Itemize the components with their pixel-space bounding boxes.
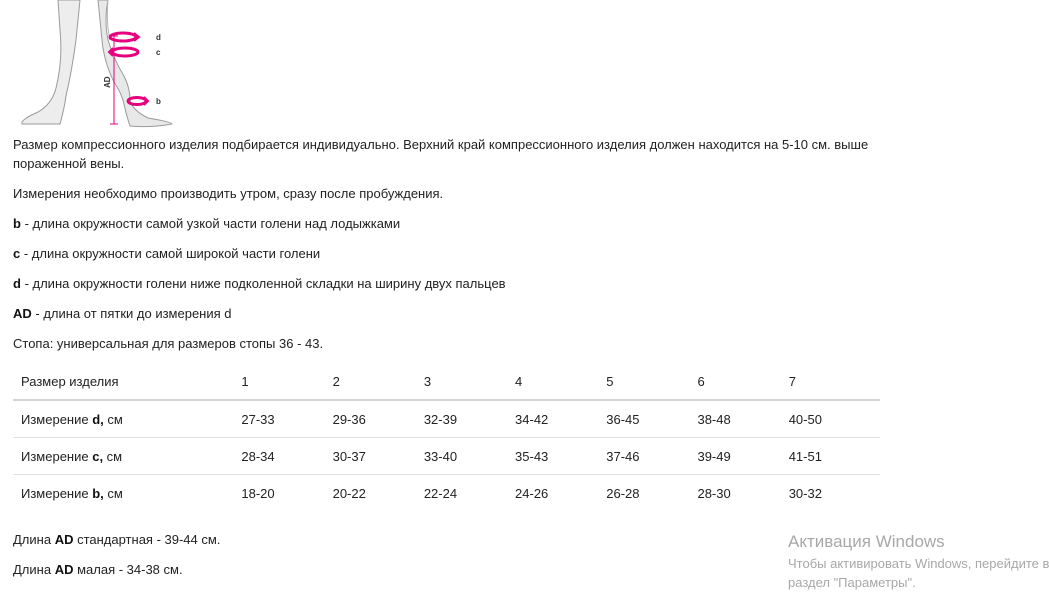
table-cell: 34-42 — [515, 400, 606, 438]
row-label — [13, 400, 241, 438]
row-label-prefix: Измерение — [21, 448, 93, 464]
table-cell: 28-30 — [697, 485, 731, 501]
row-label-key: c, — [92, 448, 104, 464]
definition-d — [13, 274, 873, 293]
length-standard-note — [13, 532, 220, 547]
marker-b — [128, 97, 148, 105]
table-cell: 37-46 — [606, 438, 697, 475]
table-cell: 39-49 — [697, 438, 788, 475]
size-number: 5 — [606, 363, 697, 400]
table-cell: 27-33 — [241, 400, 332, 438]
definition-key: d — [13, 276, 21, 291]
definition-text: - длина окружности голени ниже подколенной складки на ширину двух пальцев — [20, 276, 506, 291]
table-cell: 36-45 — [606, 400, 697, 438]
measurement-time-note: Измерения необходимо производить утром, сразу после пробуждения. — [13, 186, 444, 201]
foot-size-note: Стопа: универсальная для размеров стопы 36 - 43. — [13, 336, 324, 351]
table-cell: 28-34 — [241, 438, 332, 475]
windows-activation-watermark — [788, 530, 1049, 592]
size-table-header — [13, 363, 880, 400]
size-number: 1 — [241, 363, 332, 400]
definition-b — [13, 214, 873, 233]
table-cell: 24-26 — [515, 485, 549, 501]
table-cell: 30-37 — [333, 438, 424, 475]
label-b: b — [156, 97, 161, 106]
row-label-suffix: см — [103, 485, 123, 501]
size-number: 2 — [333, 363, 424, 400]
length-prefix: Длина — [13, 532, 55, 547]
label-c: c — [156, 48, 161, 57]
row-label-key: b, — [92, 485, 104, 501]
table-row-c — [13, 438, 880, 475]
definition-c — [13, 244, 873, 263]
table-cell: 41-51 — [789, 438, 880, 475]
table-cell: 20-22 — [332, 485, 366, 501]
size-table — [13, 363, 880, 511]
ad-label: AD — [103, 76, 112, 88]
table-cell: 22-24 — [423, 485, 458, 501]
marker-c — [109, 48, 138, 56]
length-suffix: малая - 34-38 см. — [73, 562, 183, 577]
leg-diagram — [0, 0, 190, 130]
row-label-prefix: Измерение — [21, 411, 93, 427]
size-number: 7 — [789, 363, 880, 400]
table-cell: 38-48 — [697, 400, 788, 438]
definition-text: - длина окружности самой узкой части голени над лодыжками — [20, 216, 401, 231]
definition-key: b — [13, 216, 21, 231]
table-cell: 33-40 — [424, 438, 515, 475]
length-suffix: стандартная - 39-44 см. — [73, 532, 221, 547]
length-small-note — [13, 562, 183, 577]
header-label: Размер изделия — [13, 363, 241, 400]
watermark-title: Активация Windows — [788, 532, 945, 551]
front-leg-shape — [98, 0, 172, 127]
definition-key: AD — [13, 306, 32, 321]
front-leg-back-line — [107, 0, 110, 40]
row-label — [13, 475, 241, 512]
row-label — [13, 438, 241, 475]
row-label-prefix: Измерение — [21, 485, 93, 501]
table-cell: 18-20 — [241, 485, 275, 501]
definition-ad — [13, 304, 873, 323]
table-row-b — [13, 475, 880, 512]
table-row-d — [13, 400, 880, 438]
table-cell: 40-50 — [789, 400, 880, 438]
table-cell: 32-39 — [424, 400, 515, 438]
length-prefix: Длина — [13, 562, 55, 577]
row-label-suffix: см — [103, 448, 123, 464]
size-selection-note: Размер компрессионного изделия подбирается индивидуально. Верхний край компрессионного изделия должен находится на 5-10 см. выше пораженной вены. — [13, 137, 869, 171]
table-cell: 29-36 — [333, 400, 424, 438]
label-d: d — [156, 33, 161, 42]
watermark-line2: раздел "Параметры". — [788, 575, 916, 590]
row-label-key: d, — [92, 411, 104, 427]
table-cell: 35-43 — [515, 438, 606, 475]
length-key: AD — [54, 562, 74, 577]
definition-text: - длина от пятки до измерения d — [31, 306, 232, 321]
length-key: AD — [54, 532, 74, 547]
back-leg-shape — [22, 0, 80, 124]
table-cell: 26-28 — [606, 485, 640, 501]
leg-measurement-illustration — [0, 0, 190, 130]
table-cell: 30-32 — [788, 485, 822, 501]
definition-text: - длина окружности самой широкой части голени — [20, 246, 321, 261]
row-label-suffix: см — [103, 411, 123, 427]
definition-key: c — [13, 246, 21, 261]
watermark-line1: Чтобы активировать Windows, перейдите в — [788, 556, 1049, 571]
size-number: 6 — [697, 363, 788, 400]
size-number: 3 — [424, 363, 515, 400]
size-number: 4 — [515, 363, 606, 400]
